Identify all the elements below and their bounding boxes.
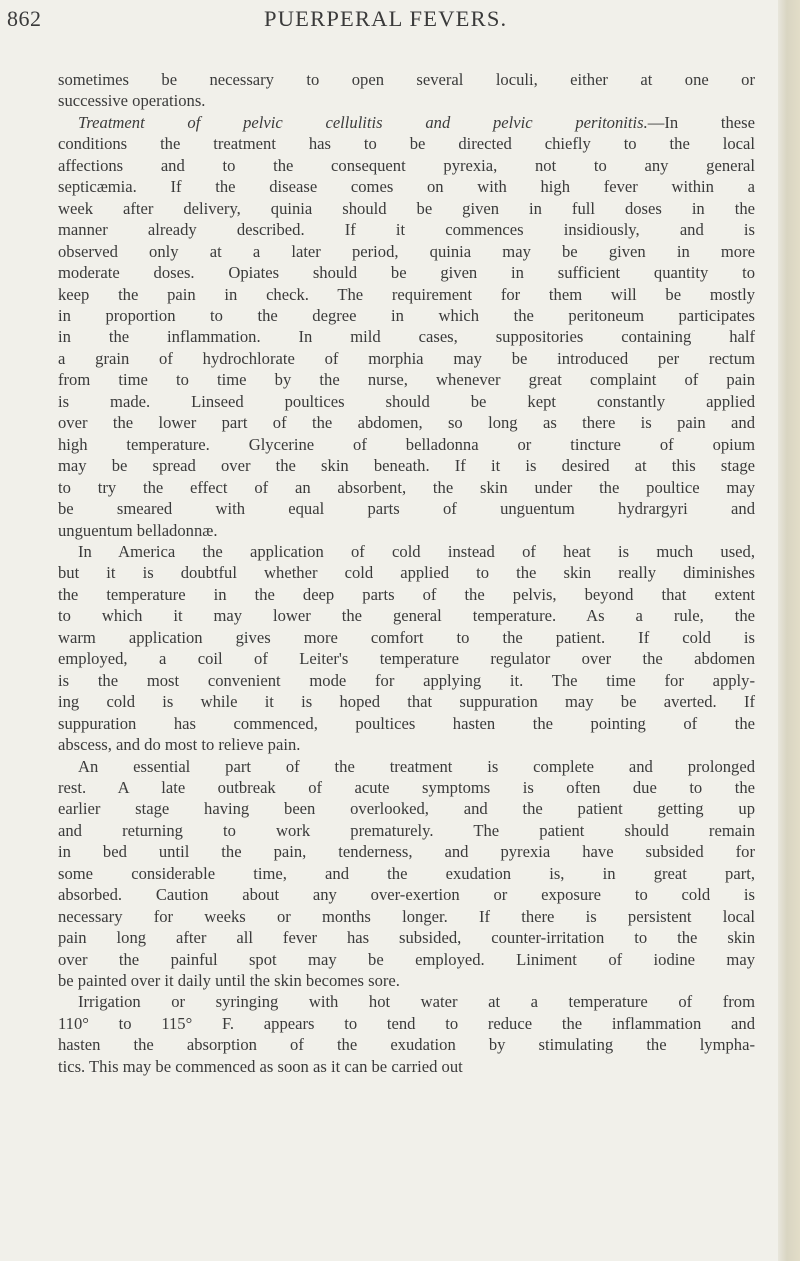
text-line: be smeared with equal parts of unguentum hydrargyri and [58, 499, 755, 519]
text-line [58, 112, 755, 133]
text-line: conditions the treatment has to be directed chiefly to the local [58, 134, 755, 154]
text-line-rest: —In these [647, 112, 755, 132]
text-line: hasten the absorption of the exudation by stimulating the lympha- [58, 1035, 755, 1055]
text-line: over the painful spot may be employed. Liniment of iodine may [58, 949, 755, 969]
body-text [58, 69, 755, 1077]
paragraph [58, 112, 755, 541]
text-line: in bed until the pain, tenderness, and pyrexia have subsided for [58, 842, 755, 862]
text-line: employed, a coil of Leiter's temperature regulator over the abdomen [58, 649, 755, 669]
page-header [0, 6, 800, 46]
text-line: is the most convenient mode for applying it. The time for apply- [58, 670, 755, 690]
text-line: An essential part of the treatment is complete and prolonged [78, 756, 755, 776]
text-line: necessary for weeks or months longer. If there is persistent local [58, 906, 755, 926]
paragraph [58, 991, 755, 1077]
text-line: In America the application of cold instead of heat is much used, [78, 541, 755, 561]
text-line: septicæmia. If the disease comes on with high fever within a [58, 177, 755, 197]
text-line: abscess, and do most to relieve pain. [58, 735, 301, 755]
text-line: from time to time by the nurse, whenever great complaint of pain [58, 370, 755, 390]
text-line: is made. Linseed poultices should be kept constantly applied [58, 391, 755, 411]
text-line: keep the pain in check. The requirement for them will be mostly [58, 284, 755, 304]
text-line: Irrigation or syringing with hot water at a temperature of from [78, 992, 755, 1012]
page-number: 862 [7, 6, 42, 31]
text-line: some considerable time, and the exudation is, in great part, [58, 863, 755, 883]
paragraph [58, 69, 755, 112]
text-line: in the inflammation. In mild cases, suppositories containing half [58, 327, 755, 347]
text-line: manner already described. If it commences insidiously, and is [58, 220, 755, 240]
text-line: successive operations. [58, 91, 206, 111]
text-line: and returning to work prematurely. The patient should remain [58, 820, 755, 840]
text-line: ing cold is while it is hoped that suppuration may be averted. If [58, 692, 755, 712]
text-line: over the lower part of the abdomen, so long as there is pain and [58, 413, 755, 433]
text-line: moderate doses. Opiates should be given in sufficient quantity to [58, 263, 755, 283]
text-line: to try the effect of an absorbent, the skin under the poultice may [58, 477, 755, 497]
text-line: tics. This may be commenced as soon as it can be carried out [58, 1056, 463, 1076]
text-line: 110° to 115° F. appears to tend to reduce the inflammation and [58, 1013, 755, 1033]
text-line: be painted over it daily until the skin becomes sore. [58, 971, 400, 991]
text-line: week after delivery, quinia should be given in full doses in the [58, 198, 755, 218]
text-line: rest. A late outbreak of acute symptoms is often due to the [58, 777, 755, 797]
page-edge-shadow [778, 0, 800, 1261]
text-line: sometimes be necessary to open several loculi, either at one or [58, 70, 755, 89]
paragraph [58, 541, 755, 756]
text-line: suppuration has commenced, poultices hasten the pointing of the [58, 713, 755, 733]
text-line: earlier stage having been overlooked, and the patient getting up [58, 799, 755, 819]
text-line: unguentum belladonnæ. [58, 520, 218, 540]
text-line: affections and to the consequent pyrexia, not to any general [58, 155, 755, 175]
text-line: absorbed. Caution about any over-exertion or exposure to cold is [58, 885, 755, 905]
text-line: warm application gives more comfort to the patient. If cold is [58, 627, 755, 647]
text-line: may be spread over the skin beneath. If it is desired at this stage [58, 456, 755, 476]
paragraph [58, 756, 755, 992]
text-line: pain long after all fever has subsided, counter-irritation to the skin [58, 928, 755, 948]
text-line: in proportion to the degree in which the peritoneum participates [58, 305, 755, 325]
text-line: the temperature in the deep parts of the pelvis, beyond that extent [58, 584, 755, 604]
text-line: a grain of hydrochlorate of morphia may be introduced per rectum [58, 348, 755, 368]
text-line: but it is doubtful whether cold applied to the skin really diminishes [58, 563, 755, 583]
text-line: to which it may lower the general temperature. As a rule, the [58, 606, 755, 626]
section-heading: Treatment of pelvic cellulitis and pelvic peritonitis. [78, 112, 648, 132]
text-line: high temperature. Glycerine of belladonna or tincture of opium [58, 434, 755, 454]
text-line: observed only at a later period, quinia may be given in more [58, 241, 755, 261]
running-title: PUERPERAL FEVERS. [264, 6, 508, 31]
